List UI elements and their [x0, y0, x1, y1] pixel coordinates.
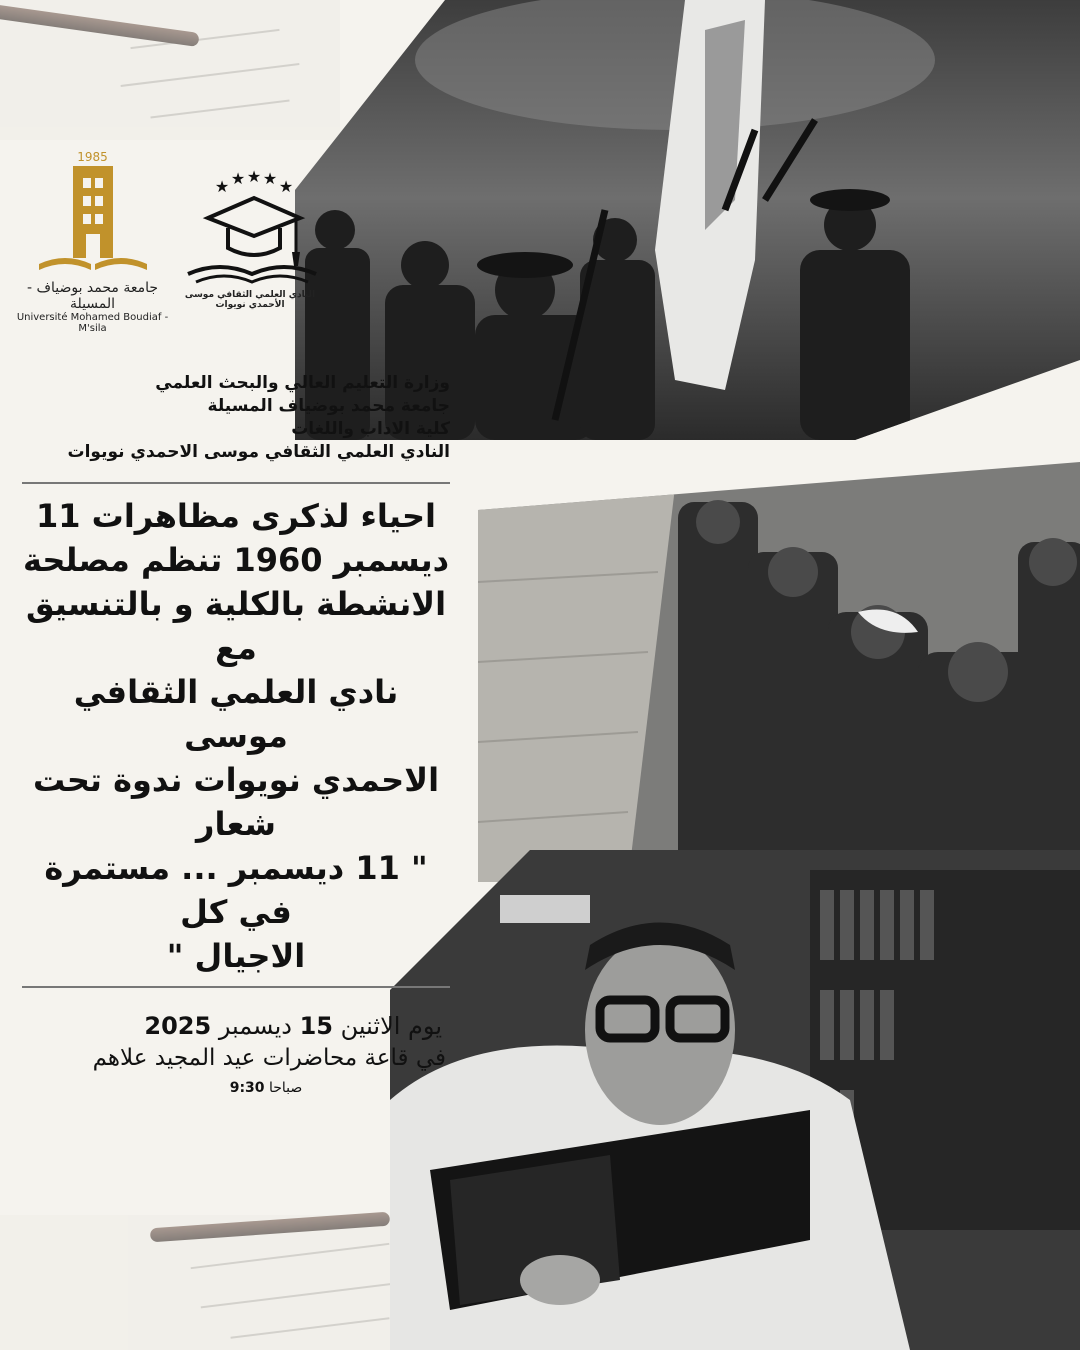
event-year: 2025	[144, 1012, 212, 1040]
graduation-cap-icon	[180, 170, 320, 290]
headline-line: ديسمبر 1960 تنظم مصلحة	[22, 541, 450, 579]
svg-text:★: ★	[262, 170, 278, 188]
headline-line: الاحمدي نويوات ندوة تحت شعار	[32, 761, 440, 843]
event-time	[22, 1080, 450, 1096]
divider-bottom	[22, 986, 450, 988]
event-venue: في قاعة محاضرات عيد المجيد علاهم	[92, 1045, 446, 1071]
headline-line: احياء لذكرى مظاهرات 11	[36, 497, 436, 535]
event-day-number: 15	[299, 1012, 333, 1040]
org-university: جامعة محمد بوضياف المسيلة	[207, 396, 450, 416]
event-date	[22, 1010, 450, 1042]
handwritten-paper-top	[0, 0, 340, 140]
org-faculty: كلية الاداب واللغات	[291, 419, 450, 439]
club-name: النادي العلمي الثقافي موسى الأحمدي نويوات	[184, 290, 316, 310]
announcement-text	[22, 372, 450, 1096]
divider-top	[22, 482, 450, 484]
event-month: ديسمبر	[218, 1012, 292, 1040]
organization-lines	[22, 372, 450, 464]
university-logo	[10, 150, 175, 334]
university-logo-year: 1985	[77, 150, 108, 164]
org-club: النادي العلمي الثقافي موسى الاحمدي نويوات	[67, 442, 450, 462]
photo-crowd-standing	[478, 462, 1080, 882]
event-period: صباحا	[268, 1080, 303, 1096]
university-tower-icon	[33, 164, 153, 274]
headline-line: نادي العلمي الثقافي موسى	[73, 673, 399, 755]
university-name-ar: جامعة محمد بوضياف - المسيلة	[26, 280, 159, 312]
svg-text:★: ★	[214, 177, 230, 196]
headline	[22, 494, 450, 978]
svg-text:★: ★	[230, 170, 246, 188]
club-logo	[170, 170, 330, 310]
org-ministry: وزارة التعليم العالي والبحث العلمي	[155, 373, 450, 393]
headline-line: " 11 ديسمبر ... مستمرة في كل	[44, 849, 428, 931]
university-name-fr: Université Mohamed Boudiaf - M'sila	[16, 312, 169, 334]
headline-line: الاجيال "	[166, 937, 306, 975]
svg-text:★: ★	[278, 177, 294, 196]
headline-line: الانشطة بالكلية و بالتنسيق مع	[25, 585, 447, 667]
event-day-prefix: يوم الاثنين	[340, 1012, 442, 1040]
svg-text:★: ★	[246, 170, 262, 186]
photo-scholar-reading	[390, 850, 1080, 1350]
event-time-value: 9:30	[229, 1080, 265, 1096]
